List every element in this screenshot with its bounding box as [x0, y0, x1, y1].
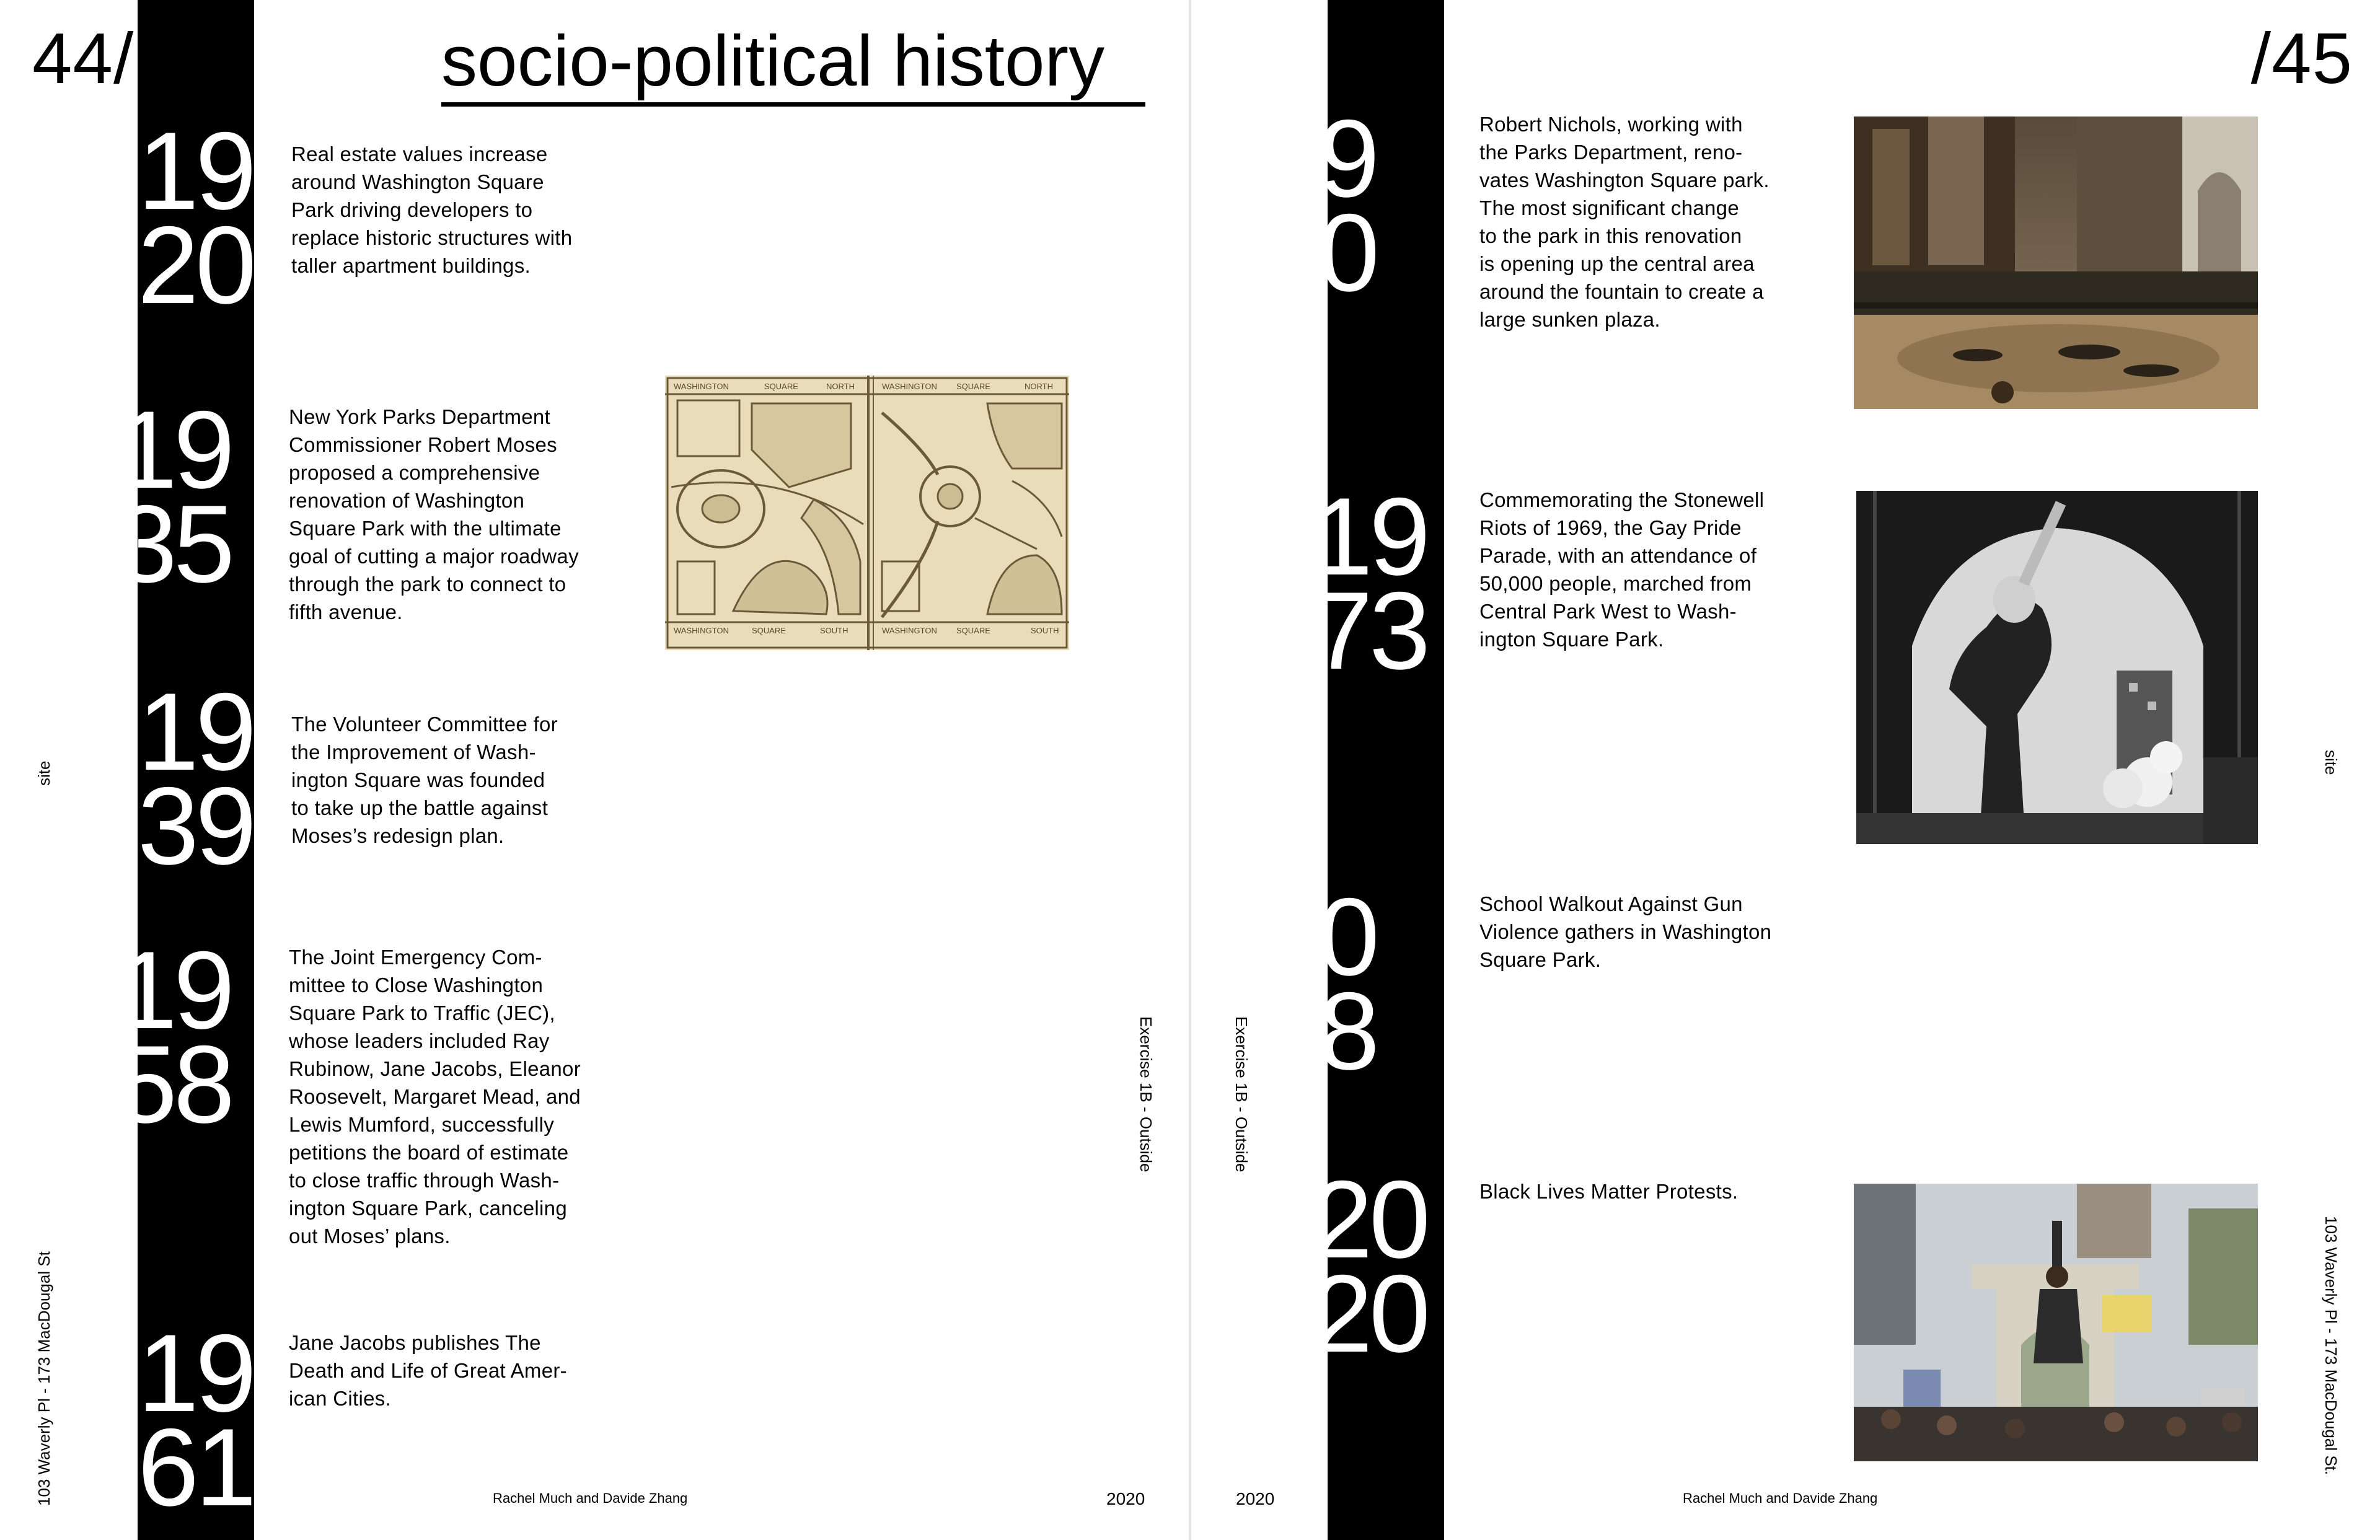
entry-1973-text: Commemorating the Stonewell Riots of 1969, the Gay Pride Parade, with an attendance of 50,000 people, marched from Central Park West to Wash- ington Square Park.: [1479, 488, 1765, 651]
side-label-address: 103 Waverly Pl - 173 MacDougal St: [35, 1251, 53, 1506]
side-label-site: site: [2322, 750, 2340, 775]
year-1970: 19 70: [1261, 97, 1376, 314]
entry-1970-text: Robert Nichols, working with the Parks Department, reno- vates Washington Square park. The most significant change to the park in this renovation is opening up the central area around the fountain to create a large sunken plaza.: [1479, 113, 1770, 331]
footer-credit: Rachel Much and Davide Zhang: [493, 1490, 688, 1506]
black-lives-matter-protest-photo: [1854, 1184, 2258, 1461]
year-1935: 19 35: [116, 388, 231, 605]
footer-year: 2020: [1106, 1489, 1145, 1508]
page-number: /45: [2250, 18, 2353, 99]
year-1920: 19 20: [138, 109, 253, 327]
year-1973: 19 73: [1311, 475, 1427, 692]
entry-1935-text: New York Parks Department Commissioner Robert Moses proposed a comprehensive renovation of Washington Square Park with the ultimate goal of cutting a major roadway through the park to connect to fifth avenue.: [289, 405, 579, 623]
svg-text:WASHINGTON: WASHINGTON: [674, 626, 729, 635]
moses-roadway-plan-map: [665, 376, 1069, 650]
spine-label: Exercise 1B - Outside: [1137, 1016, 1155, 1173]
year-2020: 20 20: [1311, 1158, 1427, 1375]
entry-2018-text: School Walkout Against Gun Violence gathers in Washington Square Park.: [1479, 892, 1772, 971]
gay-pride-parade-photo: [1856, 491, 2258, 844]
entry-1958-text: The Joint Emergency Com- mittee to Close Washington Square Park to Traffic (JEC), whose leaders included Ray Rubinow, Jane Jacobs, Eleanor Roosevelt, Margaret Mead, and Lewis Mumford, successfully petitions the board of estimate to close traffic through Wash- ington Square Park, canceling out Moses’ plans.: [289, 946, 581, 1247]
spine-label: Exercise 1B - Outside: [1232, 1016, 1251, 1173]
svg-text:SOUTH: SOUTH: [820, 626, 848, 635]
year-1958: 19 58: [116, 928, 231, 1146]
title-underline: [441, 102, 1145, 107]
page-number: 44/: [32, 18, 134, 99]
svg-text:SQUARE: SQUARE: [956, 382, 990, 391]
year-1939: 19 39: [138, 670, 253, 887]
entry-1939-text: The Volunteer Committee for the Improvement of Wash- ington Square was founded to take up the battle against Moses’s redesign plan.: [291, 713, 558, 847]
svg-text:SQUARE: SQUARE: [764, 382, 798, 391]
right-page: [1191, 0, 2380, 1540]
year-1961: 19 61: [138, 1311, 253, 1529]
side-label-address: 103 Waverly Pl - 173 MacDougal St.: [2322, 1216, 2340, 1476]
footer-credit: Rachel Much and Davide Zhang: [1683, 1490, 1878, 1506]
svg-text:NORTH: NORTH: [1025, 382, 1053, 391]
page-title: socio-political history: [441, 20, 1105, 101]
svg-text:SQUARE: SQUARE: [752, 626, 786, 635]
footer-year: 2020: [1236, 1489, 1275, 1508]
svg-text:SOUTH: SOUTH: [1031, 626, 1059, 635]
svg-text:WASHINGTON: WASHINGTON: [674, 382, 729, 391]
svg-text:WASHINGTON: WASHINGTON: [882, 382, 937, 391]
entry-1961-text: Jane Jacobs publishes The Death and Life of Great Amer- ican Cities.: [289, 1331, 567, 1410]
year-2018: 20 18: [1261, 875, 1376, 1093]
svg-text:NORTH: NORTH: [826, 382, 855, 391]
entry-1920-text: Real estate values increase around Washington Square Park driving developers to replace historic structures with taller apartment buildings.: [291, 143, 573, 277]
svg-text:WASHINGTON: WASHINGTON: [882, 626, 937, 635]
svg-text:SQUARE: SQUARE: [956, 626, 990, 635]
left-page: [0, 0, 1189, 1540]
side-label-site: site: [35, 760, 53, 786]
entry-2020-text: Black Lives Matter Protests.: [1479, 1180, 1739, 1203]
sunken-plaza-photo: [1854, 117, 2258, 409]
